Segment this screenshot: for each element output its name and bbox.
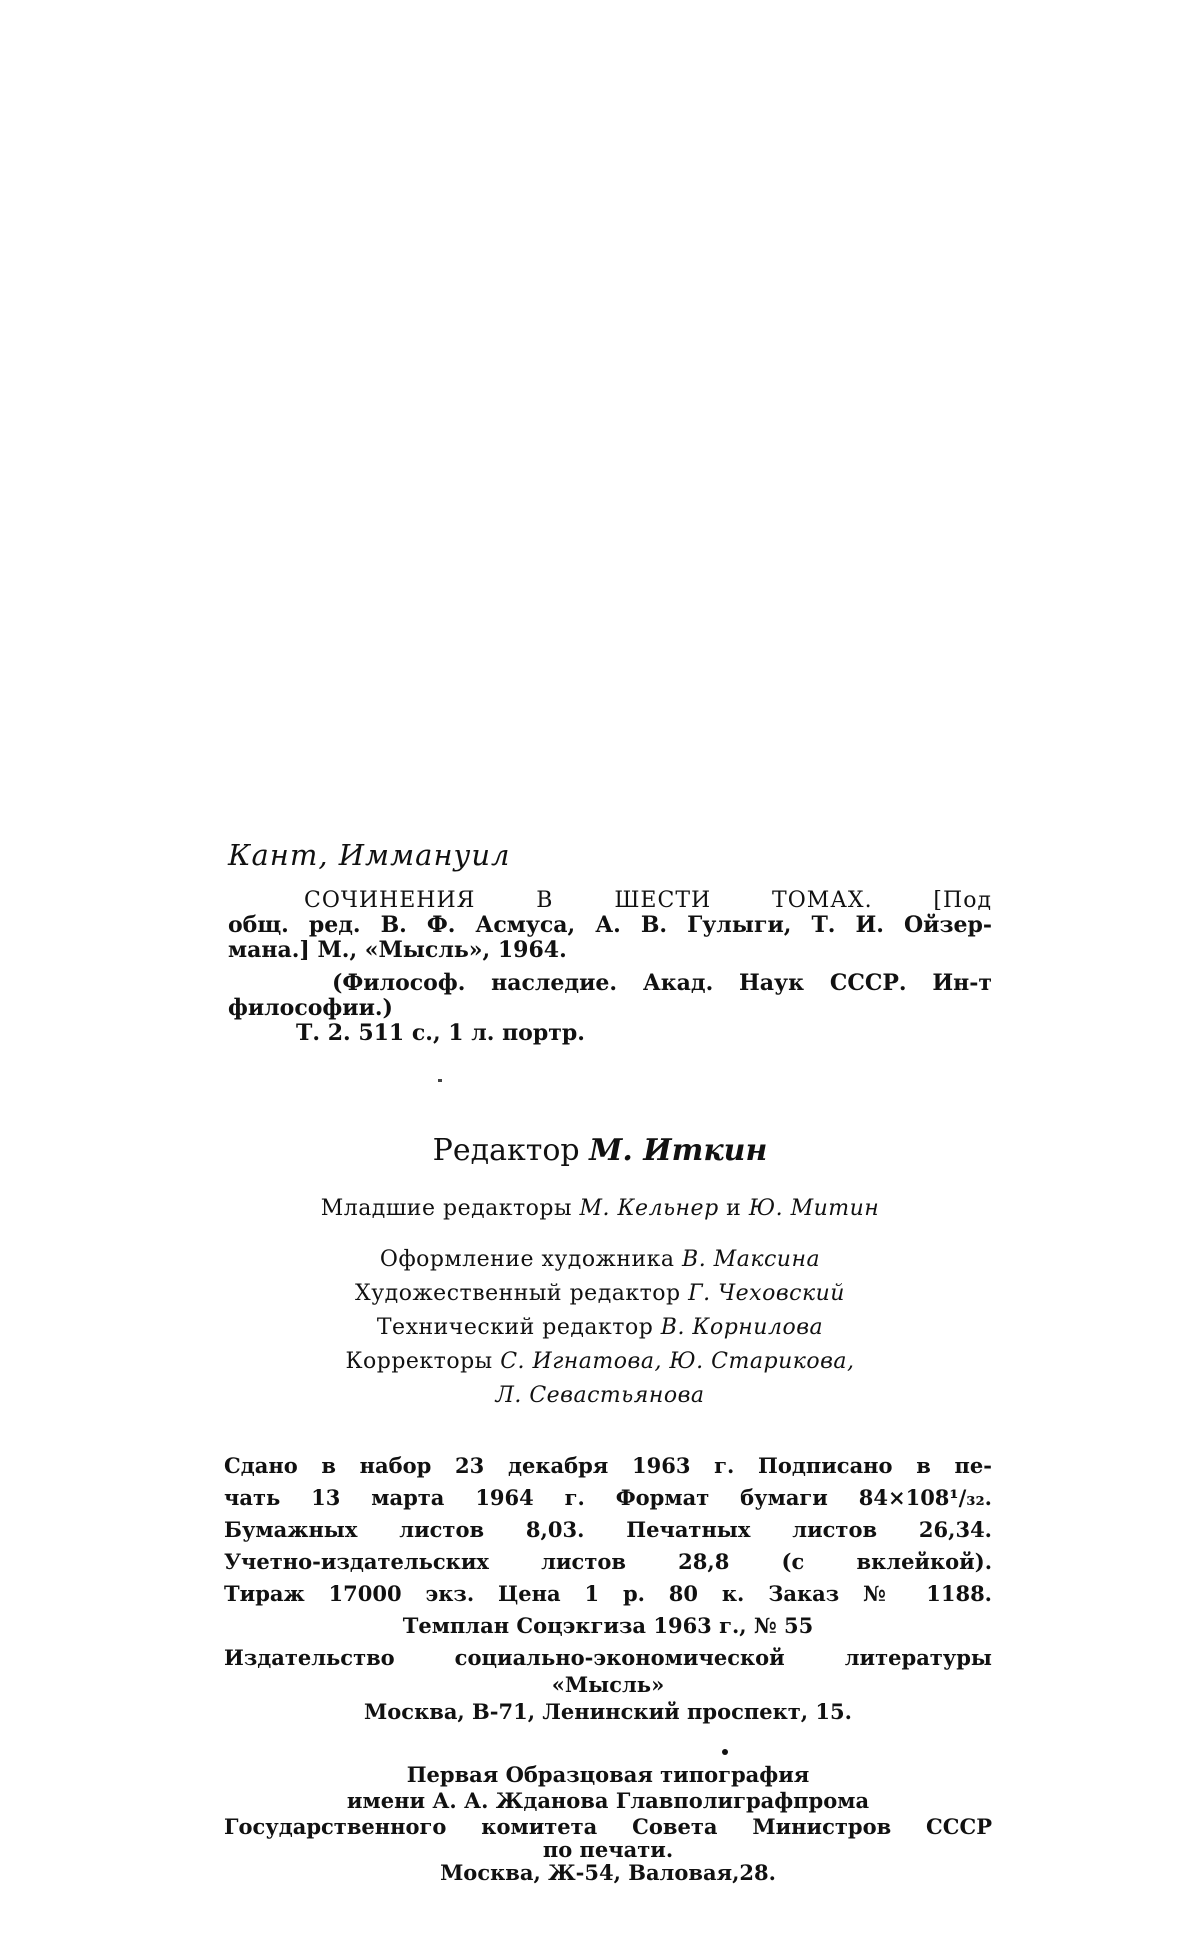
imprint-line-4: Учетно-издательских листов 28,8 (с вклейкой). [224,1549,992,1574]
press-line-2: имени А. А. Жданова Главполиграфпрома [346,1788,870,1813]
book-title: СОЧИНЕНИЯ В ШЕСТИ ТОМАХ. [Под [304,888,992,913]
publisher-line: Издательство социально-экономической литературы [224,1645,992,1670]
press-line-4: по печати. [542,1837,674,1862]
art-editor-credit [0,1277,1200,1311]
junior-editors-conjunction: и [726,1196,742,1221]
volume-line: Т. 2. 511 с., 1 л. портр. [296,1020,585,1046]
publisher-name: «Мысль» [551,1672,665,1697]
imprint-line-6: Темплан Соцэкгиза 1963 г., № 55 [402,1613,814,1638]
press-line-3: Государственного комитета Совета Министров СССР [224,1814,992,1839]
junior-editors-label: Младшие редакторы [320,1196,573,1221]
design-name: В. Максина [682,1247,821,1272]
art-editor-name: Г. Чеховский [688,1281,845,1306]
printing-house-block [224,1762,992,1886]
series-line1: (Философ. наследие. Акад. Наук СССР. Ин-т [332,970,992,996]
proofreaders-label: Корректоры [345,1349,493,1374]
press-line-1: Первая Образцовая типография [406,1762,810,1787]
press-line-5: Москва, Ж-54, Валовая,28. [440,1860,776,1885]
imprint-line-5: Тираж 17000 экз. Цена 1 р. 80 к. Заказ № 1188. [224,1581,992,1606]
imprint-line-1: Сдано в набор 23 декабря 1963 г. Подписано в пе- [224,1453,992,1478]
editor-name: М. Иткин [589,1133,768,1168]
editor-label: Редактор [432,1133,580,1168]
proofreaders-names-2: Л. Севастьянова [495,1383,705,1408]
author-name: Кант, Иммануил [228,838,511,872]
tech-editor-credit [0,1311,1200,1345]
tech-editor-label: Технический редактор [376,1315,654,1340]
tech-editor-name: В. Корнилова [660,1315,824,1340]
design-label: Оформление художника [379,1247,675,1272]
catalog-card [228,888,992,1046]
imprint-block [224,1450,992,1728]
editor-credit [0,1133,1200,1168]
imprint-line-2: чать 13 марта 1964 г. Формат бумаги 84×108¹/₃₂. [224,1485,992,1510]
junior-editors-credit [0,1196,1200,1221]
design-credit [0,1243,1200,1277]
series-line2: философии.) [228,995,393,1021]
catalog-editors-line2: мана.] М., «Мысль», 1964. [228,937,567,963]
separator-bullet [722,1749,728,1755]
proofreaders-credit [0,1345,1200,1379]
imprint-line-3: Бумажных листов 8,03. Печатных листов 26,34. [224,1517,992,1542]
catalog-editors-line1: общ. ред. В. Ф. Асмуса, А. В. Гулыги, Т. И. Ойзер- [228,912,992,938]
proofreaders-names-1: С. Игнатова, Ю. Старикова, [500,1349,855,1374]
separator-dot [438,1079,442,1082]
junior-editor-name-2: Ю. Митин [748,1196,880,1221]
art-editor-label: Художественный редактор [355,1281,681,1306]
junior-editor-name-1: М. Кельнер [579,1196,719,1221]
publisher-address: Москва, В-71, Ленинский проспект, 15. [364,1699,852,1724]
production-staff [0,1243,1200,1413]
